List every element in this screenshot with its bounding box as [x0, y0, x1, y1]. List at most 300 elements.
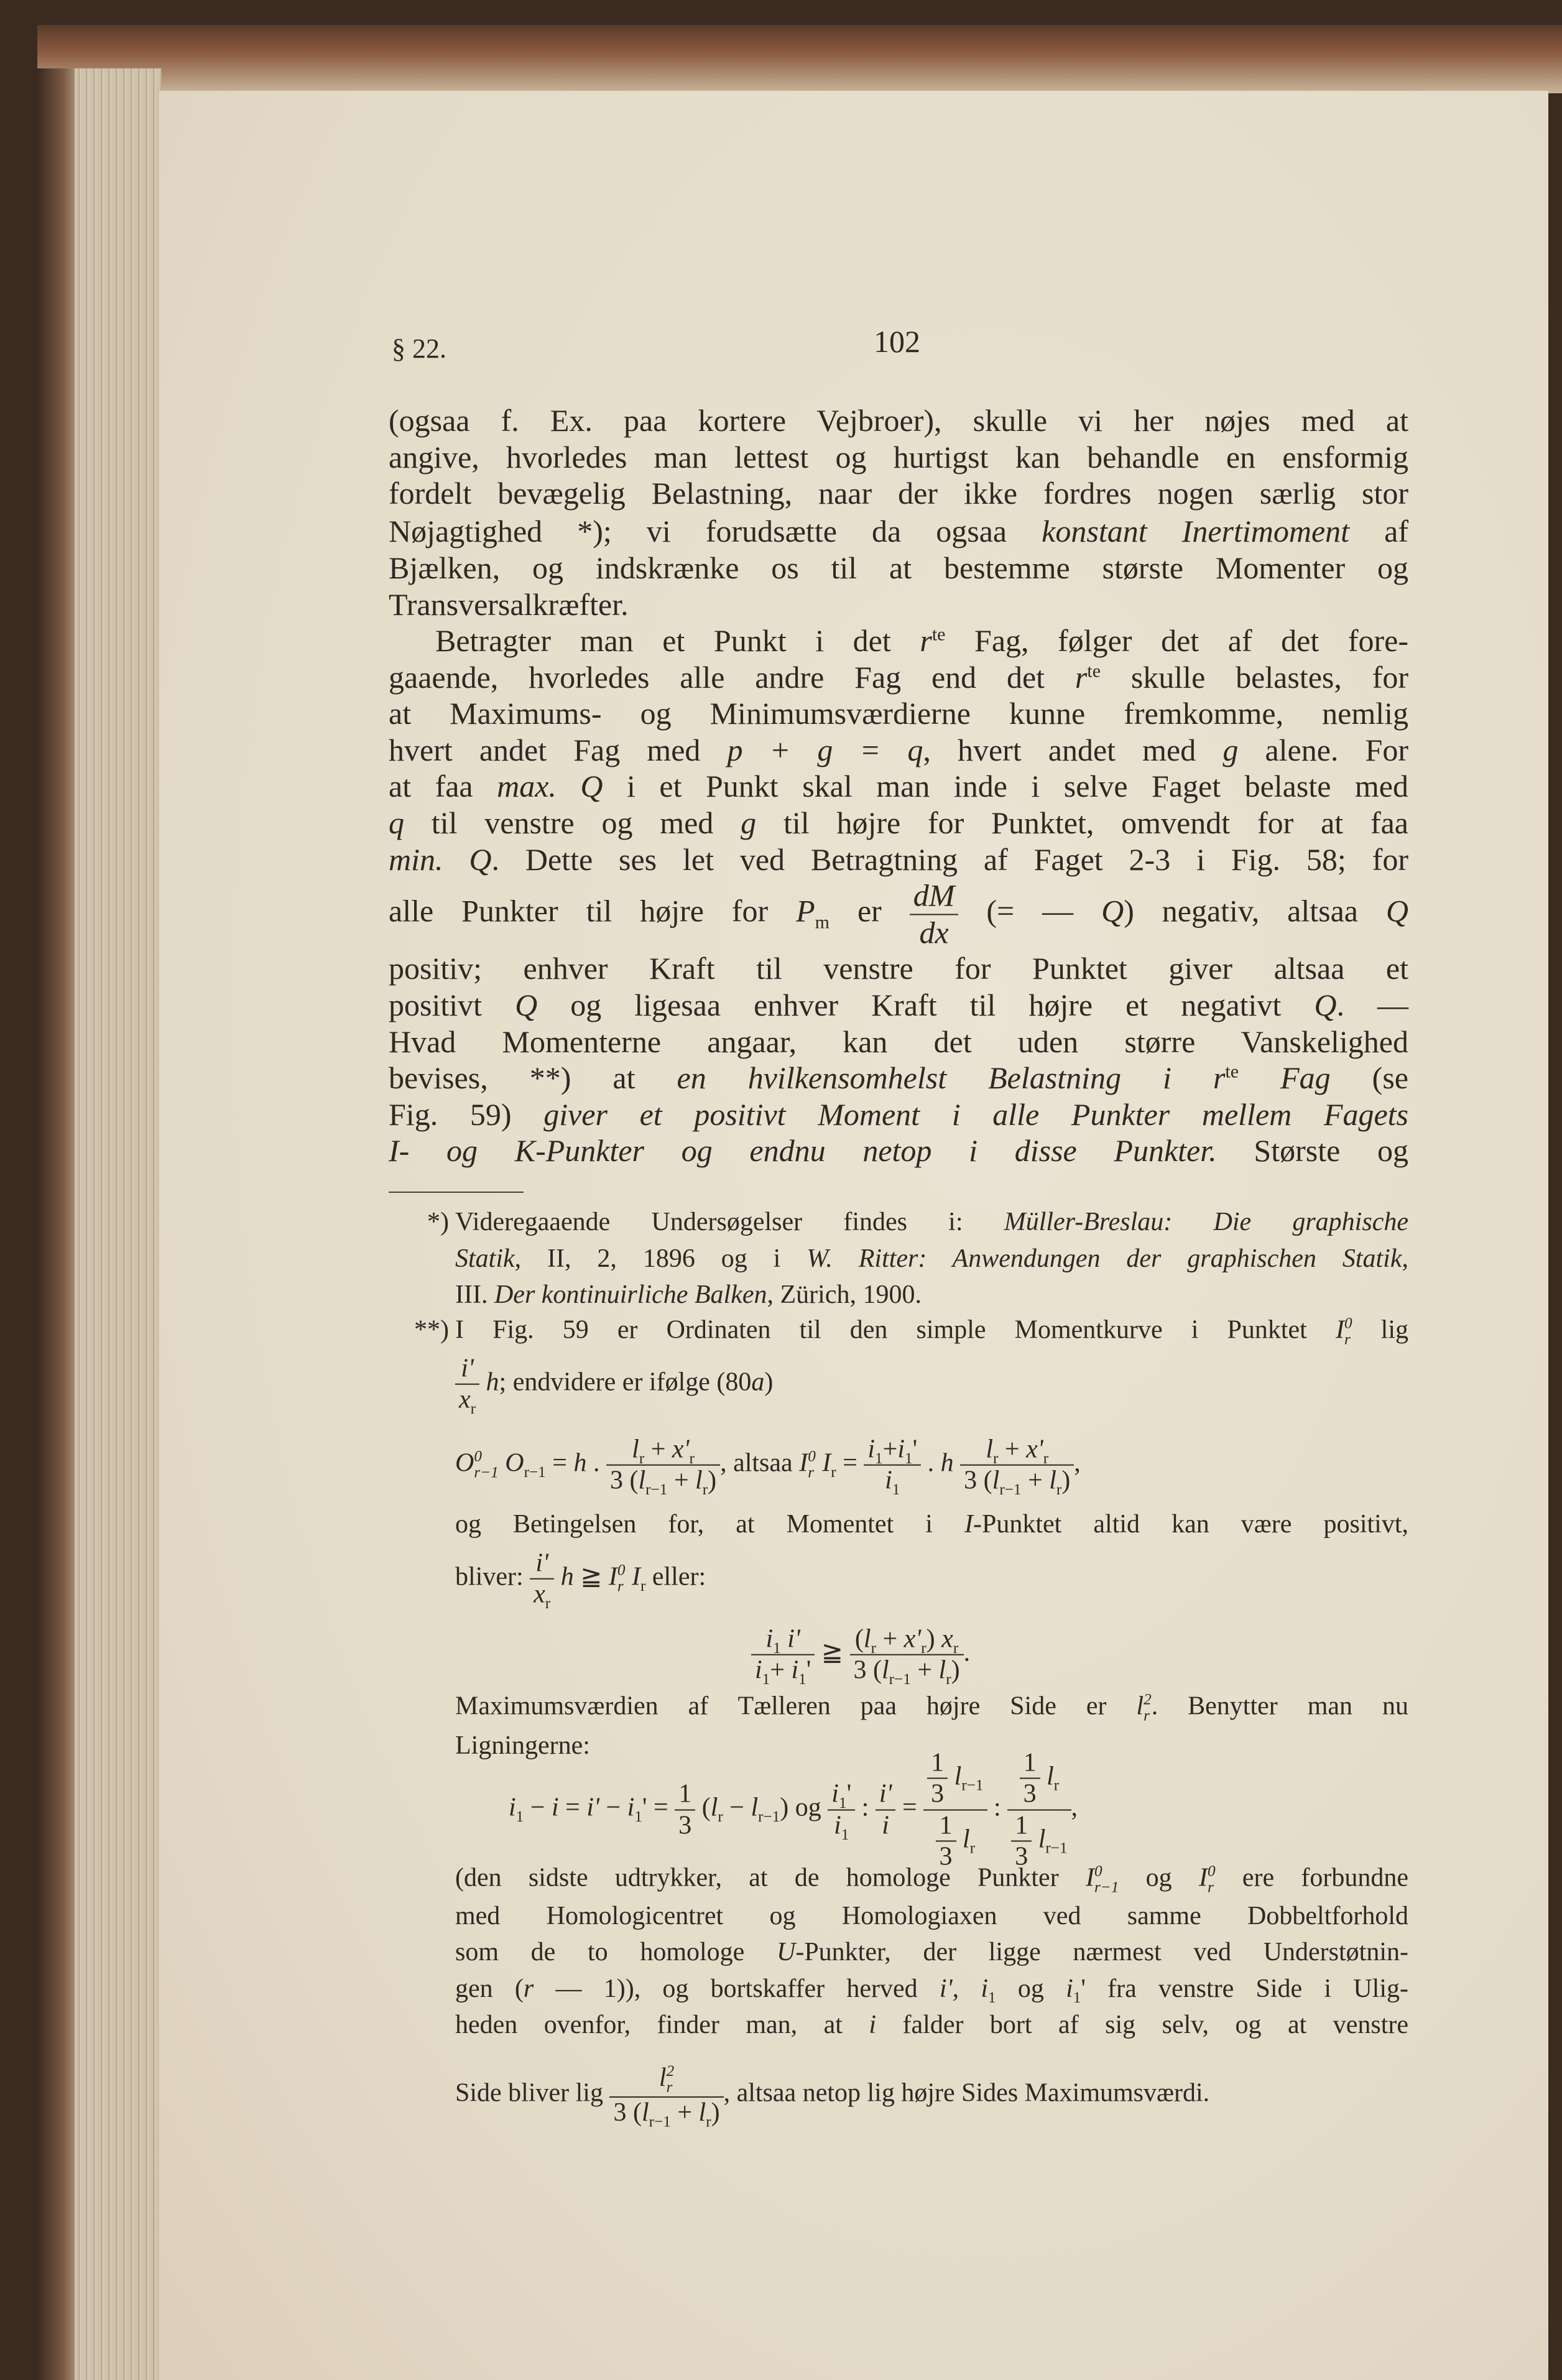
italic-text: a — [751, 1368, 765, 1397]
text-segment: = — [895, 1793, 924, 1822]
text-segment: 1 — [678, 1779, 692, 1808]
super-subscript — [1144, 1692, 1152, 1725]
text-segment: = — [545, 1448, 574, 1478]
text-line — [435, 622, 1408, 659]
italic-text: i' — [879, 1779, 892, 1808]
numerator — [609, 2063, 723, 2098]
section-number: § 22. — [392, 333, 446, 364]
subscript: r — [871, 1640, 876, 1657]
fraction — [455, 1354, 479, 1418]
numerator — [910, 878, 959, 915]
text-segment: ' = — [642, 1793, 675, 1822]
italic-text: x — [459, 1386, 471, 1414]
denominator — [927, 1779, 948, 1809]
text-segment: 3 — [678, 1811, 692, 1840]
text-segment: ≧ — [573, 1562, 609, 1591]
italic-text: i' — [939, 1974, 953, 2003]
subscript: r — [1043, 1450, 1049, 1468]
italic-text: l — [863, 1624, 871, 1654]
text-segment: − — [524, 1793, 552, 1822]
italic-text: l — [695, 1466, 703, 1495]
italic-text: x — [941, 1624, 953, 1654]
text-segment: + — [667, 1466, 696, 1495]
italic-text: l — [992, 1466, 1000, 1495]
italic-text: i — [765, 1624, 774, 1654]
text-line — [455, 1691, 1408, 1725]
text-segment: Nøjagtighed *); vi forudsætte da ogsaa — [389, 514, 1042, 549]
text-segment: (den sidste udtrykker, at de homologe Punkter — [455, 1863, 1086, 1892]
subscript: r — [617, 1578, 624, 1595]
subscript: r — [808, 1465, 814, 1481]
text-segment: ) og — [780, 1793, 828, 1822]
numerator — [927, 1748, 948, 1779]
denominator — [864, 1466, 921, 1499]
italic-text: U — [776, 1937, 796, 1966]
text-line — [455, 1354, 774, 1418]
denominator — [455, 1385, 479, 1418]
italic-text: i — [869, 2010, 877, 2039]
text-line — [509, 1748, 1078, 1871]
text-line — [389, 1059, 1408, 1096]
italic-text: l — [641, 2098, 649, 2127]
fraction — [864, 1435, 921, 1499]
text-segment: Transversalkræfter. — [389, 587, 629, 622]
subscript: r — [1144, 1707, 1150, 1725]
subscript: 1 — [515, 1808, 524, 1826]
italic-text: dx — [919, 915, 949, 950]
super-subscript — [808, 1449, 816, 1482]
text-segment: Fag, følger det af det fore- — [945, 623, 1408, 658]
text-segment: er — [830, 893, 910, 928]
italic-text: l — [882, 1656, 889, 1685]
text-line — [389, 402, 1408, 439]
text-segment: (= — — [958, 893, 1102, 928]
denominator — [606, 1466, 720, 1499]
italic-text: i — [791, 1656, 799, 1685]
book-top-edge — [37, 25, 1562, 93]
text-segment: Maximumsværdien af Tælleren paa højre Side er — [455, 1692, 1137, 1721]
italic-text: l — [632, 1435, 639, 1464]
super-subscript — [617, 1563, 626, 1596]
numerator — [1020, 1748, 1040, 1779]
superscript: 0 — [808, 1448, 816, 1465]
numerator — [675, 1779, 695, 1810]
italic-text: I — [1335, 1315, 1344, 1345]
text-segment: , — [1071, 1793, 1078, 1822]
text-line — [389, 549, 1408, 586]
text-line — [455, 1937, 1408, 1968]
italic-text: q — [389, 805, 404, 840]
text-segment: positivt — [389, 988, 515, 1022]
text-segment: angive, hvorledes man lettest og hurtigst kan behandle en ensformig — [389, 440, 1408, 475]
text-segment — [816, 1449, 823, 1478]
italic-text: i — [885, 1466, 892, 1495]
text-segment: alle Punkter til højre for — [389, 893, 797, 928]
subscript: r — [1344, 1331, 1351, 1348]
text-segment: (se — [1330, 1060, 1408, 1095]
italic-text: Der kontinuirliche Balken — [494, 1280, 767, 1309]
italic-text: g — [1222, 733, 1239, 767]
text-segment: + — [1021, 1466, 1050, 1495]
super-subscript — [1094, 1864, 1119, 1897]
text-segment: bliver: — [455, 1562, 530, 1591]
text-segment: 1 — [931, 1748, 945, 1777]
text-segment: i et Punkt skal man inde i selve Faget belaste med — [603, 769, 1408, 803]
text-segment: : — [855, 1793, 876, 1822]
text-segment: III. — [455, 1280, 494, 1309]
text-segment: + — [882, 1435, 898, 1464]
fraction — [606, 1435, 720, 1499]
text-segment — [781, 1625, 788, 1654]
italic-text: Statik — [455, 1244, 515, 1273]
text-segment: 3 ( — [964, 1466, 992, 1495]
text-segment: + — [770, 1656, 792, 1685]
italic-text: i — [627, 1793, 635, 1822]
subscript: r — [702, 1481, 708, 1499]
italic-text: l — [963, 1824, 970, 1853]
text-segment: eller: — [645, 1562, 706, 1591]
text-line — [389, 659, 1408, 696]
italic-text: Q — [1314, 988, 1337, 1022]
italic-text: x — [534, 1580, 545, 1609]
subscript: r — [470, 1401, 476, 1418]
text-segment: ere forbundne — [1215, 1863, 1408, 1892]
italic-text: O — [455, 1448, 474, 1478]
text-segment: som de to homologe — [455, 1937, 777, 1966]
text-segment: , altsaa — [720, 1448, 800, 1478]
superscript: te — [931, 624, 946, 645]
italic-text: l — [698, 2098, 706, 2127]
superscript: te — [1087, 660, 1101, 682]
text-segment: positiv; enhver Kraft til venstre for Punktet giver altsaa et — [389, 951, 1408, 986]
fraction — [1020, 1748, 1040, 1809]
italic-text: I — [1198, 1863, 1208, 1892]
subscript: 1 — [987, 1989, 996, 2007]
text-segment: Bjælken, og indskrænke os til at bestemme største Momenter og — [389, 550, 1408, 585]
superscript: 2 — [1144, 1691, 1152, 1708]
text-segment: Fig. 59) — [389, 1097, 544, 1132]
text-segment: ) — [711, 2098, 720, 2127]
text-segment: Hvad Momenterne angaar, kan det uden større Vanskelighed — [389, 1024, 1408, 1059]
text-segment: — 1)), og bortskaffer herved — [534, 1974, 940, 2003]
text-line — [751, 1624, 970, 1686]
text-segment: til højre for Punktet, omvendt for at faa — [756, 805, 1408, 840]
text-segment: ' — [806, 1656, 811, 1685]
text-segment: 1 — [939, 1811, 953, 1840]
text-line — [389, 512, 1408, 550]
text-segment: til venstre og med — [404, 805, 741, 840]
text-segment: hvert andet Fag med — [389, 733, 728, 767]
italic-text: r — [1213, 1060, 1226, 1095]
text-segment: ' — [912, 1435, 918, 1464]
text-segment: . Dette ses let ved Betragtning af Faget 2-3 i Fig. 58; for — [491, 842, 1409, 877]
italic-text: Q — [515, 988, 538, 1022]
text-segment: 1 — [1023, 1748, 1037, 1777]
italic-text: i' — [461, 1354, 474, 1383]
italic-text: l — [938, 1656, 946, 1685]
denominator — [828, 1810, 855, 1843]
numerator — [606, 1435, 720, 1466]
text-line — [455, 1901, 1408, 1932]
numerator — [1011, 1810, 1032, 1841]
fraction — [1007, 1748, 1071, 1871]
italic-text: Q — [1101, 893, 1124, 928]
text-segment: , Zürich, 1900. — [767, 1280, 922, 1309]
text-segment: , II, 2, 1896 og i — [514, 1244, 807, 1273]
text-segment: heden ovenfor, finder man, at — [455, 2010, 869, 2039]
text-segment: , altsaa netop lig højre Sides Maximumsværdi. — [723, 2078, 1210, 2108]
subscript: r−1 — [524, 1464, 546, 1481]
italic-text: Fag — [1239, 1060, 1331, 1095]
fraction — [960, 1435, 1074, 1499]
text-line — [389, 878, 1408, 951]
subscript: r — [718, 1808, 723, 1826]
text-segment — [499, 1449, 506, 1478]
text-line — [389, 950, 1408, 987]
numerator — [923, 1748, 987, 1810]
numerator — [960, 1435, 1074, 1466]
subscript: r−1 — [649, 2113, 671, 2131]
text-line — [455, 1549, 706, 1613]
text-segment — [554, 1563, 561, 1591]
text-segment — [625, 1563, 632, 1591]
subscript: r−1 — [758, 1808, 780, 1826]
italic-text: h — [573, 1448, 587, 1478]
text-line — [455, 1863, 1408, 1897]
italic-text: i — [882, 1811, 889, 1840]
italic-text: min. Q — [389, 842, 492, 877]
text-line — [389, 438, 1408, 476]
footnote-marker: **) — [414, 1315, 449, 1345]
super-subscript — [1208, 1864, 1216, 1897]
text-line — [389, 1096, 1408, 1133]
text-segment: . — [921, 1448, 941, 1478]
text-line — [389, 1023, 1408, 1060]
subscript: 1 — [841, 1826, 849, 1843]
text-segment: og — [1119, 1863, 1199, 1892]
denominator — [876, 1810, 896, 1840]
superscript: 0 — [1207, 1863, 1216, 1880]
italic-text: Müller-Breslau: Die graphische — [1004, 1207, 1408, 1236]
text-segment — [956, 1825, 963, 1853]
italic-text: i — [981, 1974, 988, 2003]
italic-text: l — [1136, 1692, 1144, 1721]
text-segment: , — [1074, 1448, 1081, 1478]
text-segment: ) negativ, altsaa — [1124, 893, 1386, 928]
text-segment: + — [876, 1624, 904, 1654]
text-segment: + — [644, 1435, 672, 1464]
italic-text: konstant Inertimoment — [1042, 514, 1350, 549]
italic-text: l — [1047, 1762, 1054, 1791]
subscript: r−1 — [961, 1777, 984, 1794]
text-segment: 3 ( — [609, 1466, 639, 1495]
superscript: 0 — [1344, 1315, 1352, 1332]
fraction — [927, 1748, 948, 1809]
italic-text: x' — [672, 1435, 690, 1464]
subscript: r — [831, 1464, 836, 1481]
text-segment: lig — [1352, 1315, 1408, 1345]
text-segment: ) — [708, 1466, 717, 1495]
numerator — [530, 1549, 554, 1580]
text-line — [389, 986, 1408, 1024]
text-segment: Ligningerne: — [455, 1731, 590, 1760]
italic-text: l — [954, 1762, 962, 1791]
text-segment: med Homologicentret og Homologiaxen ved samme Dobbeltforhold — [455, 1901, 1408, 1930]
subscript: r — [640, 1578, 646, 1595]
subscript: r−1 — [1094, 1879, 1119, 1896]
italic-text: i — [834, 1811, 841, 1840]
italic-text: I — [608, 1562, 617, 1591]
text-line — [389, 804, 1408, 841]
text-segment: ) — [926, 1624, 942, 1654]
subscript: 1 — [1073, 1989, 1081, 2007]
italic-text: l — [659, 2063, 667, 2092]
fraction — [850, 1624, 964, 1686]
numerator — [828, 1779, 855, 1810]
text-segment: ( — [695, 1793, 711, 1822]
fraction — [530, 1549, 554, 1613]
text-line — [389, 767, 1408, 805]
text-line — [455, 2062, 1210, 2131]
text-segment: 3 — [939, 1842, 953, 1871]
denominator — [850, 1655, 964, 1688]
text-line — [389, 841, 1408, 878]
subscript: 1 — [762, 1671, 770, 1688]
text-segment: = — [836, 1448, 864, 1478]
text-segment — [1040, 1762, 1047, 1790]
super-subscript — [1344, 1316, 1352, 1349]
text-segment: I Fig. 59 er Ordinaten til den simple Momentkurve i Punktet — [455, 1315, 1336, 1345]
italic-text: O — [505, 1448, 524, 1478]
denominator — [960, 1466, 1074, 1499]
text-segment: af — [1349, 514, 1408, 549]
italic-text: i' — [586, 1793, 599, 1822]
denominator — [751, 1655, 815, 1688]
text-segment: -Punkter, der ligge nærmest ved Understøtnin- — [795, 1937, 1408, 1966]
text-segment — [1032, 1825, 1038, 1853]
text-segment: ( — [854, 1624, 864, 1654]
subscript: 1 — [875, 1450, 883, 1468]
italic-text: i — [867, 1435, 876, 1464]
text-line — [389, 1132, 1408, 1169]
italic-text: I — [631, 1562, 640, 1591]
text-line — [389, 731, 1408, 769]
numerator — [876, 1779, 896, 1810]
text-segment: 1 — [1015, 1811, 1028, 1840]
numerator — [936, 1810, 956, 1841]
text-segment: + — [998, 1435, 1027, 1464]
text-segment: = — [558, 1793, 587, 1822]
subscript: 1 — [773, 1640, 781, 1657]
superscript: 0 — [617, 1562, 626, 1579]
text-segment: : — [987, 1793, 1008, 1822]
subscript: r — [639, 1450, 645, 1468]
super-subscript — [667, 2063, 675, 2096]
text-segment: . Benytter man nu — [1151, 1692, 1409, 1721]
subscript: r−1 — [889, 1671, 911, 1688]
text-segment: bevises, **) at — [389, 1060, 677, 1095]
text-line — [427, 1206, 1408, 1238]
text-line — [389, 695, 1408, 732]
page-number: 102 — [874, 324, 920, 359]
subscript: r−1 — [1045, 1840, 1068, 1857]
text-segment: og Betingelsen for, at Momentet i — [455, 1509, 965, 1539]
italic-text: x' — [903, 1624, 922, 1654]
subscript: 1 — [838, 1795, 847, 1812]
italic-text: en hvilkensomhelst Belastning i — [677, 1060, 1213, 1095]
superscript: 0 — [474, 1448, 482, 1465]
text-segment: . — [963, 1638, 971, 1667]
super-subscript — [474, 1449, 498, 1482]
text-segment: 3 — [931, 1779, 945, 1808]
italic-text: Q — [1385, 893, 1409, 928]
text-segment — [954, 1449, 961, 1478]
text-segment: + — [910, 1656, 939, 1685]
fraction — [609, 2062, 723, 2131]
italic-text: i — [1066, 1974, 1073, 2003]
italic-text: g — [741, 805, 757, 840]
subscript: r — [689, 1450, 695, 1468]
italic-text: max. Q — [497, 769, 603, 803]
denominator — [910, 915, 959, 951]
text-segment: -Punktet altid kan være positivt, — [973, 1509, 1408, 1539]
text-segment: ) — [764, 1368, 774, 1397]
subscript: r — [1053, 1777, 1060, 1794]
subscript: r — [993, 1450, 999, 1468]
subscript: 1 — [904, 1450, 913, 1468]
denominator — [530, 1580, 554, 1613]
fraction — [751, 1624, 815, 1686]
italic-text: p + g = q — [727, 733, 923, 767]
italic-text: I — [822, 1448, 831, 1478]
text-line — [389, 475, 1408, 512]
italic-text: W. Ritter: Anwendungen der graphischen Statik — [806, 1244, 1402, 1273]
italic-text: i' — [787, 1624, 800, 1654]
italic-text: I — [799, 1448, 808, 1478]
text-segment: Betragter man et Punkt i det — [435, 623, 920, 658]
italic-text: r — [920, 623, 932, 658]
subscript: 1 — [634, 1808, 642, 1826]
text-segment: 3 — [1015, 1842, 1028, 1871]
italic-text: I — [964, 1509, 974, 1539]
text-segment: 3 ( — [853, 1656, 882, 1685]
text-segment: , hvert andet med — [923, 733, 1223, 767]
subscript: 1 — [892, 1481, 900, 1499]
text-segment: gen ( — [455, 1974, 524, 2003]
fraction — [828, 1779, 855, 1841]
numerator — [1007, 1748, 1071, 1810]
italic-text: r — [523, 1974, 534, 2003]
subscript: r — [921, 1640, 927, 1657]
italic-text: l — [986, 1435, 993, 1464]
italic-text: h — [560, 1562, 574, 1591]
subscript: r — [706, 2113, 711, 2131]
denominator — [675, 1810, 695, 1840]
italic-text: dM — [913, 877, 955, 913]
text-segment: at faa — [389, 769, 497, 803]
text-segment: Største og — [1216, 1133, 1408, 1168]
text-segment: alene. For — [1238, 733, 1408, 767]
text-line — [414, 1315, 1408, 1349]
superscript: te — [1225, 1061, 1239, 1082]
text-segment: Side bliver lig — [455, 2078, 610, 2108]
italic-text: l — [1038, 1824, 1046, 1853]
subscript: r−1 — [474, 1465, 499, 1481]
italic-text: I — [1085, 1863, 1094, 1892]
text-segment: gaaende, hvorledes alle andre Fag end det — [389, 660, 1075, 695]
text-segment — [479, 1368, 486, 1397]
italic-text: h — [486, 1368, 499, 1397]
